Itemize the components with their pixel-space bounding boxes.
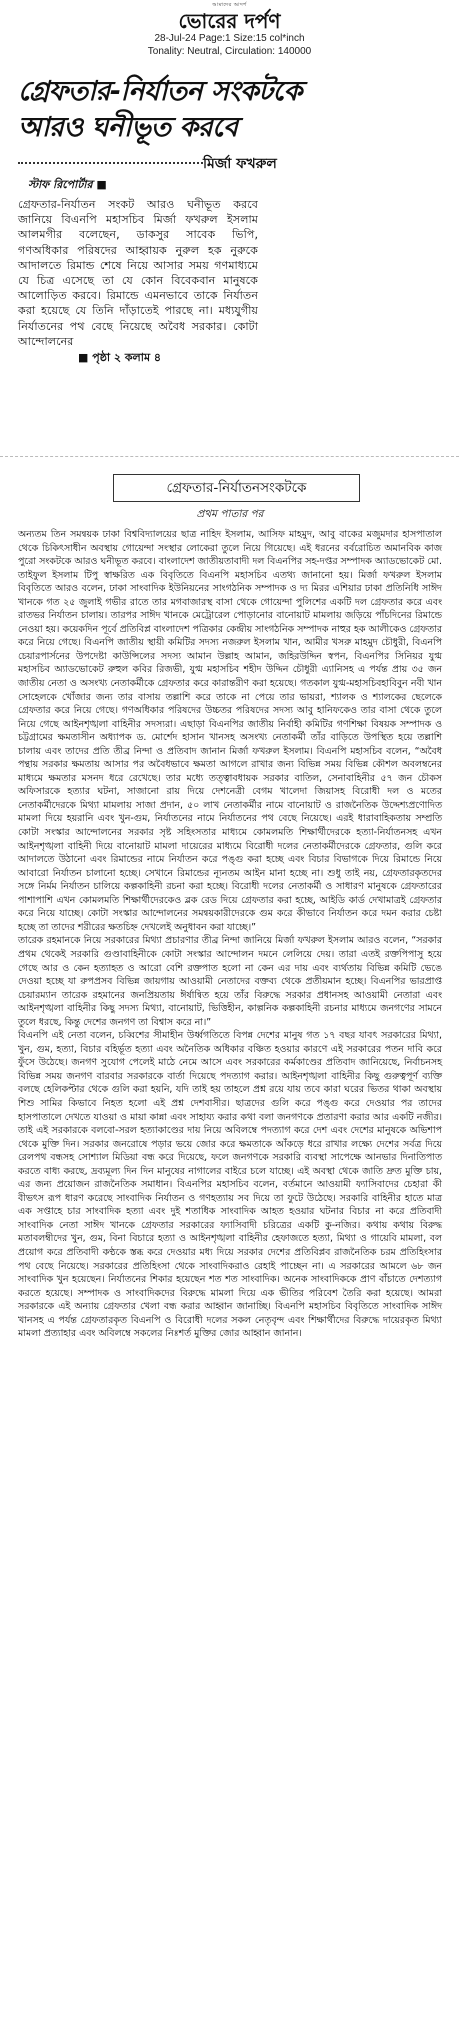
masthead [0,0,459,58]
author-rule [18,162,203,164]
body-paragraph: বিএনপি এই নেতা বলেন, চব্বিশের সীমাহীন উর্ধ্বগতিতে বিপন্ন দেশের মানুষ গত ১৭ বছর যাবৎ সরকারের মিথ্যা, খুন, গুম, হত্যা, বিচার বহির্ভূত হত্যা এবং অনৈতিক অধিকার বঞ্চিত হওয়ার কারণে এই সরকারের পতন দাবি করে ফুঁসে উঠেছে। জনগণ সুযোগ পেলেই মাঠে নেমে আসে এবং সরকারের কর্মকাণ্ডের প্রতিবাদ জানিয়েছে, নির্বাচনসহ বিভিন্ন সময় জনগণ বারবার সরকারকে বার্তা দিয়েছে পদত্যাগ করার। আইনশৃঙ্খলা বাহিনীর কিছু গুরুত্বপূর্ণ ব্যক্তি বলছে হেলিকপ্টার থেকে গুলি করা হয়নি, যদি তাই হয় তাহলে প্রশ্ন রয়ে যায় তবে কারা ঘরের ভিতর থাকা অবস্থায় শিশু সামির কিভাবে নিহত হলো এই প্রশ্ন দেশবাসীর। ছাত্রদের গুলি করে পঙ্গু করে দেওয়ার পর তাদের হাসপাতালে দেখতে যাওয়া ও মায়া কান্না এবং সাহায্য করার কথা বলা জনগণকে প্রতারণা করার আর একটি নজীর। তাই এই সরকারকে বলবো-সরল হত্যাকাণ্ডের দায় নিয়ে অবিলম্বে পদত্যাগ করে দেশ এবং দেশের মানুষকে অভিশাপ থেকে মুক্তি দিন। সরকার জনরোষে পড়ার ভয়ে জোর করে ক্ষমতাকে আঁকড়ে ধরে রাখার লক্ষ্যে দেশের সর্বত্র দিয়ে রেলপথ বন্ধসহ সোশ্যাল মিডিয়া বন্ধ করে দিয়েছে, ফলে জনগণকে সরকারি ব্যবস্থা সাপেক্ষে আনভার দিনাতিপাত করতে বাধ্য করছে, দ্রব্যমূল্য দিন দিন মানুষের নাগালের বাইরে চলে যাচ্ছে। এই অবস্থা থেকে জাতি দ্রুত মুক্তি চায়, এর জন্য প্রয়োজন রাজনৈতিক সমাধান। বিএনপির মহাসচিব বলেন, বর্তমানে আওয়ামী ফ্যাসিবাদের চেহারা কী বীভৎস রূপ ধারণ করেছে সাংবাদিক নির্যাতন ও গণহত্যায় সব দিয়ে তা ফুটে উঠেছে। সরকারি বাহিনীর হাতে মাত্র এক সপ্তাহে চার সাংবাদিক হত্যা এবং দুই শতাধিক সাংবাদিক আহত হওয়ার ঘটনার বিচার না করে প্রতিবাদী সাংবাদিক নেতা সাঈদ খানকে গ্রেফতার সরকারের ফ্যাসিবাদী চরিত্রের একটি কু-নজির। কথায় কথায় বিরুদ্ধ মতাবলম্বীদের খুন, গুম, বিনা বিচারে হত্যা ও আইনশৃঙ্খলা বাহিনীর হেফাজতে হত্যা, মিথ্যা ও গায়েবি মামলা, বল প্রয়োগ করে প্রতিবাদী কণ্ঠকে স্তব্ধ করে দেওয়ার মধ্য দিয়ে সরকার দেশের প্রতিবিপ্লব রাজনৈতিক চরম প্রতিহিংসার পথ বেছে নিয়েছে। সরকারের প্রতিহিংসা থেকে সাংবাদিকরাও রেহাই পাচ্ছেন না। এ সরকারের আমলে ৬৮ জন সাংবাদিক খুন হয়েছেন। নির্যাতনের শিকার হয়েছেন শত শত সাংবাদিক। অনেক সাংবাদিককে প্রাণ বাঁচাতে দেশত্যাগ করতে হয়েছে। সম্পাদক ও সাংবাদিকদের বিরুদ্ধে মামলা দিয়ে এক ভীতির পরিবেশ তৈরি করা হয়েছে। আমরা সরকারকে এই অন্যায় গ্রেফতার খেলা বন্ধ করার আহ্বান জানাচ্ছি। বিএনপি মহাসচিব বিবৃতিতে সাংবাদিক সাঈদ খানসহ এ পর্যন্ত গ্রেফতারকৃত বিএনপি ও বিরোধী দলের সকল নেতৃবৃন্দ এবং শিক্ষার্থীদের বিরুদ্ধে দায়েরকৃত মিথ্যা মামলা প্রত্যাহার এবং অবিলম্বে সকলের নিঃশর্ত মুক্তির জোর আহ্বান জানান। [18,1030,442,1340]
body-paragraph: অন্যতম তিন সমন্বয়ক ঢাকা বিশ্ববিদ্যালয়ের ছাত্র নাহিদ ইসলাম, আসিফ মাহমুদ, আবু বাকের মজুমদার হাসপাতাল থেকে চিকিৎসাধীন অবস্থায় গোয়েন্দা সংস্থার লোকেরা তুলে নিয়ে গিয়েছে। এই ধরনের বর্বরোচিত অমানবিক কাজ পুরো সংকটকে আরও ঘনীভূত করবে। বাংলাদেশ জাতীয়তাবাদী দল বিএনপির সহ-দপ্তর সম্পাদক অ্যাডভোকেট মো. তাইফুল ইসলাম টিপু স্বাক্ষরিত এক বিবৃতিতে বিএনপি মহাসচিব এতথ্য জানানো হয়। মির্জা ফখরুল ইসলাম বিবৃতিতে আরও বলেন, ঢাকা সাংবাদিক ইউনিয়নের সাংগঠনিক সম্পাদক ও দ্য মিরর এশিয়ার ঢাকা প্রতিনিধি সাঈদ খানকে গত ২৫ জুলাই গভীর রাতে তার মগবাজারস্থ বাসা থেকে গোয়েন্দা পুলিশের একটি দল গ্রেফতার করে এবং রাতভর নির্যাতন চালায়। তারপর সাঈদ খানকে মেট্রোরেল পোড়ানোর বানোয়াট মামলায় জড়িয়ে পাঁচদিনের রিমান্ডে নেওয়া হয়। কয়েকদিন পূর্বে প্রতিবিপ্ল বাংলাদেশ পত্রিকার কেন্দ্রীয় সাংগঠনিক সম্পাদক নাহুর হক আলীকেও গ্রেফতার করে নিয়ে গেছে। বিএনপি জাতীয় স্থায়ী কমিটির সদস্য নজরুল ইসলাম খান, আমীর খসরু মাহমুদ চৌধুরী, বিএনপি চেয়ারপার্সনের উপদেষ্টা কাউন্সিলের সদস্য আমান উল্লাহ আমান, জহিরউদ্দিন স্বপন, বিএনপির সিনিয়র যুগ্ম মহাসচিব অ্যাডভোকেট রুহুল কবির রিজভী, যুগ্ম মহাসচিব শহীদ উদ্দিন চৌধুরী এ্যানিসহ এ পর্যন্ত প্রায় ৩৫ জন জাতীয় নেতা ও অসংখ্য নেতাকর্মীকে গ্রেফতার করে কারান্তরীণ করা হয়েছে। গতকাল যুগ্ম-মহাসচিবহাবিবুন নবী খান সোহেলকে খোঁজার জন্য তার বাসায় তল্লাশি করে তাকে না পেয়ে তার ভায়রা, শ্যালক ও শ্যালকের ছেলেকে গ্রেফতার করে নিয়ে গেছে। গণঅধিকার পরিষদের উচ্চতর পরিষদের সদস্য আবু হানিফকেও তার বাসা থেকে তুলে নিয়ে গেছে আইনশৃঙ্খলা বাহিনীর সদস্যরা। এছাড়া বিএনপির জাতীয় নির্বাহী কমিটির গণশিক্ষা বিষয়ক সম্পাদক ও চট্টগ্রামের ক্ষমতাসীন অধ্যাপক ড. মোর্শেদ হাসান খানসহ অসংখ্য নেতাকর্মী তাঁর বাড়িতে উপস্থিত হয়ে তল্লাশি চালায় এবং তাদের প্রতি তীব্র নিন্দা ও প্রতিবাদ জানান মির্জা ফখরুল ইসলাম। বিএনপি মহাসচিব বলেন, “অবৈধ পন্থায় সরকার ক্ষমতায় আসার পর অবৈধভাবে ক্ষমতা আগলে রাখার জন্য বিভিন্ন সময় বিভিন্ন কৌশল অবলম্বনের মাধ্যমে ক্ষমতার মসনদ ধরে রেখেছে। তার মধ্যে তত্ত্বাবধায়ক সরকার বাতিল, সেনাবাহিনীর ৫৭ জন চৌকস অফিসারকে হত্যার ঘটনা, সাজানো রায় দিয়ে দেশনেত্রী বেগম খালেদা জিয়াসহ বিরোধী দল ও মতের নেতাকর্মীদেরকে মিথ্যা মামলায় সাজা প্রদান, ৫০ লাখ নেতাকর্মীর নামে বানোয়াট ও রাজনৈতিক উদ্দেশ্যপ্রণোদিত মামলা দিয়ে হয়রানি এবং খুন-গুম, নির্যাতনের নামে নির্যাতনের পথ বেছে নিয়েছে। এরই ধারাবাহিকতায় সম্প্রতি কোটা সংস্কার আন্দোলনের সরকার সৃষ্ট সহিংসতার মাধ্যমে কোমলমতি শিক্ষার্থীদেরকে হত্যা-নির্যাতনসহ এখন আইনশৃঙ্খলা বাহিনী দিয়ে বানোয়াট মামলা দায়েরের মাধ্যমে বিরোধী দলের নেতাকর্মীদেরকে গ্রেফতার, গুলি করে আদালতে উঠানো এবং রিমান্ডের নামে নির্যাতন করে পঙ্গু করা হচ্ছে এবং বিচার বিভাগকে দিয়ে রিমান্ডে নিয়ে আবারো নির্যাতন চালানো হচ্ছে। সেখানে রিমান্ডের ন্যূনতম আইন মানা হচ্ছে না। শুধু তাই নয়, গ্রেফতারকৃতদের সঙ্গে নির্মম নির্যাতন চালিয়ে কল্পকাহিনী রচনা করা হচ্ছে। বিরোধী দলের নেতাকর্মী ও সাধারণ মানুষকে গ্রেফতারের পাশাপাশি এখন কোমলমতি শিক্ষার্থীদেরকেও ব্লক রেড দিয়ে গ্রেফতার করা হচ্ছে, আইডি কার্ড দেখামাত্রই গ্রেফতার করে নিয়ে যাচ্ছে। কোটা সংস্কার আন্দোলনের সমন্বয়কারীদেরকে গুম করে কীভাবে নির্যাতন করে দমন করার চেষ্টা হচ্ছে তা তাদের শরীরের ক্ষতচিহ্ন দেখলেই অনুধাবন করা যাচ্ছে।” [18,529,442,933]
author-row [18,152,442,172]
lead-paragraph: গ্রেফতার-নির্যাতন সংকট আরও ঘনীভূত করবে জানিয়ে বিএনপি মহাসচিব মির্জা ফখরুল ইসলাম আলমগীর বলেছেন, ডাকসুর সাবেক ভিপি, গণঅধিকার পরিষদের আহ্বায়ক নুরুল হক নুরুকে আদালতে রিমান্ড শেষে নিয়ে আসার সময় গণমাধ্যমে যে চিত্র এসেছে তা যে কোন বিবেকবান মানুষকে আলোড়িত করবে। রিমান্ডে এমনভাবে তাকে নির্যাতন করা হয়েছে যে তিনি দাঁড়াতেই পারছে না। মধ্যযুগীয় নির্যাতনের পথ বেছে নিয়েছে অবৈধ সরকার। কোটা আন্দোলনের [18,198,258,348]
section-divider [0,456,459,457]
body-paragraph: তারেক রহমানকে নিয়ে সরকারের মিথ্যা প্রচারণার তীব্র নিন্দা জানিয়ে মির্জা ফখরুল ইসলাম আরও বলেন, “সরকার প্রথম থেকেই সরকারি গুণ্ডাবাহিনীকে কোটা সংস্কার আন্দোলন দমনে লেলিয়ে দেয়। তারা এতই রক্তপিপাসু হয়ে গেছে আর ও কেন হত্যাহত ও আরো বেশি রক্তপাত হলো না কেন এর দায় এবং ব্যর্থতায় বিভিন্ন কমিটি ভেঙে দেওয়া হচ্ছে যা রুপপ্রসব বিভিন্ন জায়গায় আওয়ামী নেতাদের বক্তব্য থেকে প্রতীয়মান হচ্ছে। বিএনপির ভারপ্রাপ্ত চেয়ারম্যান তারেক রহমানের জনপ্রিয়তায় ঈর্ষান্বিত হয়ে তাঁর বিরুদ্ধে সরকার প্রধানসহ আওয়ামী নেতারা এবং আইনশৃঙ্খলা বাহিনীর কিছু সদস্য মিথ্যা, বানোয়াট, ভিত্তিহীন, কাল্পনিক কল্পকাহিনী রচনার মাধ্যমে জনগণের সামনে তুলে ধরছে, কিন্তু দেশের জনগণ তা বিশ্বাস করে না।” [18,935,442,1028]
clip-info-line: 28-Jul-24 Page:1 Size:15 col*inch [154,33,305,44]
front-headline: গ্রেফতার-নির্যাতন সংকটকে আরও ঘনীভূত করবে [18,76,302,143]
author-name: মির্জা ফখরুল [203,156,277,172]
continued-notice: ■ পৃষ্ঠা ২ কলাম ৪ [78,351,162,365]
newspaper-name: ভোরের দর্পণ [178,9,281,33]
continuation-clip [18,474,442,1341]
continuation-headline: গ্রেফতার-নির্যাতনসংকটকে [113,474,360,502]
reporter-byline: স্টাফ রিপোর্টার ■ [28,178,107,191]
masthead-tagline: আমাদের আদর্শ [212,2,247,8]
from-first-page-label: প্রথম পাতার পর [196,508,264,520]
article-body [18,528,442,1341]
front-page-clip [18,74,442,434]
tonality-circulation-line: Tonality: Neutral, Circulation: 140000 [147,46,312,57]
